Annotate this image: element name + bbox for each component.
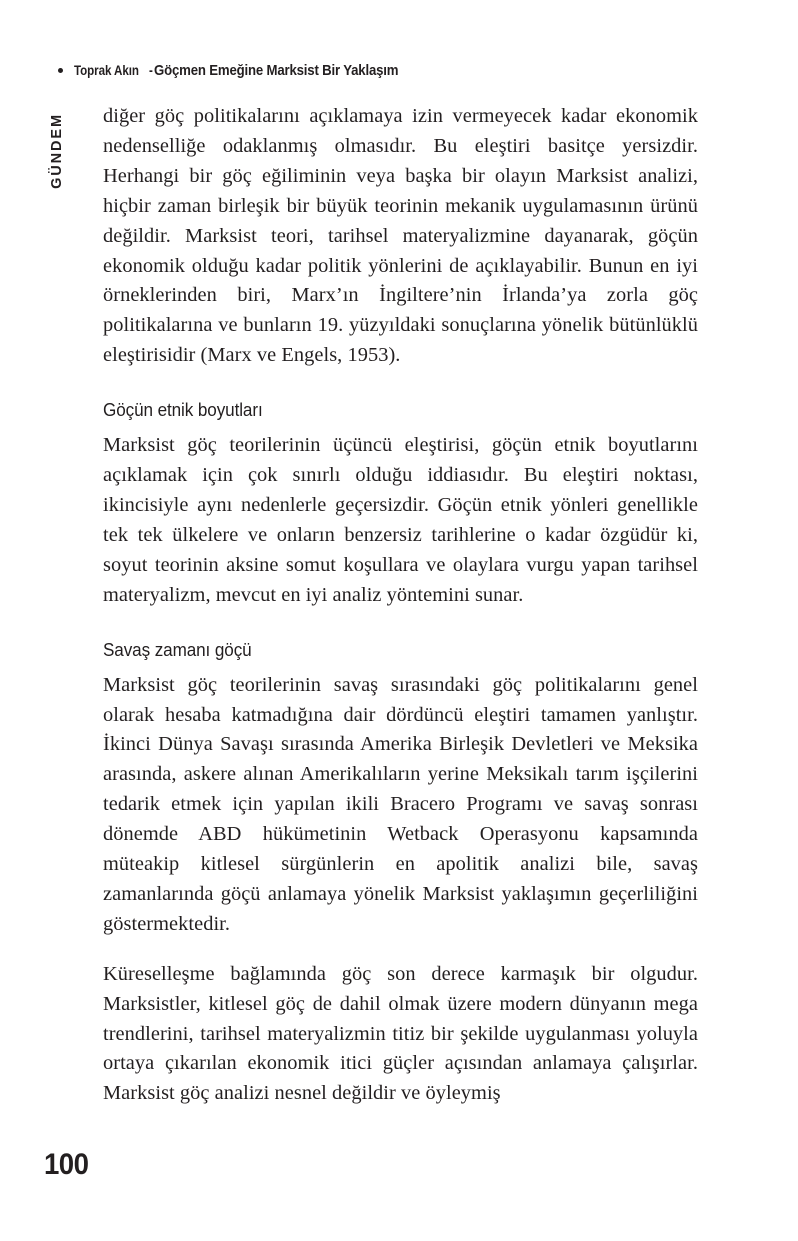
paragraph-2: Marksist göç teorilerinin üçüncü eleştirisi, göçün etnik boyutlarını açıklamak için çok sınırlı olduğu iddiasıdır. Bu eleştiri noktası, ikincisiyle aynı nedenlerle geçersizdir. Göçün etnik yönleri genellikle tek tek ülkelere ve onların benzersiz tarihlerine o kadar özgüdür ki, soyut teorinin aksine somut koşullara ve olaylara vurgu yapan tarihsel materyalizm, mevcut en iyi analiz yöntemini sunar. — [103, 434, 698, 606]
section-tab-label: GÜNDEM — [49, 113, 65, 189]
page-number: 100 — [44, 1148, 89, 1181]
paragraph-3: Marksist göç teorilerinin savaş sırasındaki göç politikalarını genel olarak hesaba katmadığına dair dördüncü eleştiri tamamen yanlıştır. İkinci Dünya Savaşı sırasında Amerika Birleşik Devletleri ve Meksika arasında, askere alınan Amerikalıların yerine Meksikalı tarım işçilerini tedarik etmek için yapılan ikili Bracero Programı ve savaş sonrası dönemde ABD hükümetinin Wetback Operasyonu kapsamında müteakip kitlesel sürgünlerin en apolitik analizi bile, savaş zamanlarında göçü anlamaya yönelik Marksist yaklaşımın geçerliliğini göstermektedir. — [103, 673, 698, 935]
bullet-icon — [58, 68, 63, 73]
paragraph-1: diğer göç politikalarını açıklamaya izin vermeyecek kadar ekonomik nedenselliğe odaklanmış olmasıdır. Bu eleştiri basitçe yersizdir. Herhangi bir göç eğiliminin veya başka bir olayın Marksist analizi, hiçbir zaman birleşik bir büyük teorinin mekanik uygulamasının ürünü değildir. Marksist teori, tarihsel materyalizmine dayanarak, göçün ekonomik olduğu kadar politik yönlerini de açıklayabilir. Bunun en iyi örneklerinden biri, Marx’ın İngiltere’nin İrlanda’ya zorla göç politikalarına ve bunların 19. yüzyıldaki sonuçlarına yönelik bütünlüklü eleştirisidir (Marx ve Engels, 1953). — [103, 105, 698, 367]
running-head-separator: - — [149, 63, 154, 78]
subheading-savas-zamani-gocu: Savaş zamanı göçü — [103, 639, 252, 660]
section-tab — [44, 96, 70, 206]
text-column — [103, 102, 698, 1109]
running-head-title: Göçmen Emeğine Marksist Bir Yaklaşım — [153, 62, 399, 79]
running-head-author: Toprak Akın — [74, 63, 139, 78]
running-head — [58, 62, 432, 79]
paragraph-4: Küreselleşme bağlamında göç son derece karmaşık bir olgudur. Marksistler, kitlesel göç de dahil olmak üzere modern dünyanın mega trendlerini, tarihsel materyalizmin titiz bir şekilde uygulanması yoluyla ortaya çıkarılan ekonomik itici güçler açısından anlamaya çalışırlar. Marksist göç analizi nesnel değildir ve öyleymiş — [103, 962, 698, 1105]
subheading-etnik-boyutlar: Göçün etnik boyutları — [103, 400, 263, 421]
